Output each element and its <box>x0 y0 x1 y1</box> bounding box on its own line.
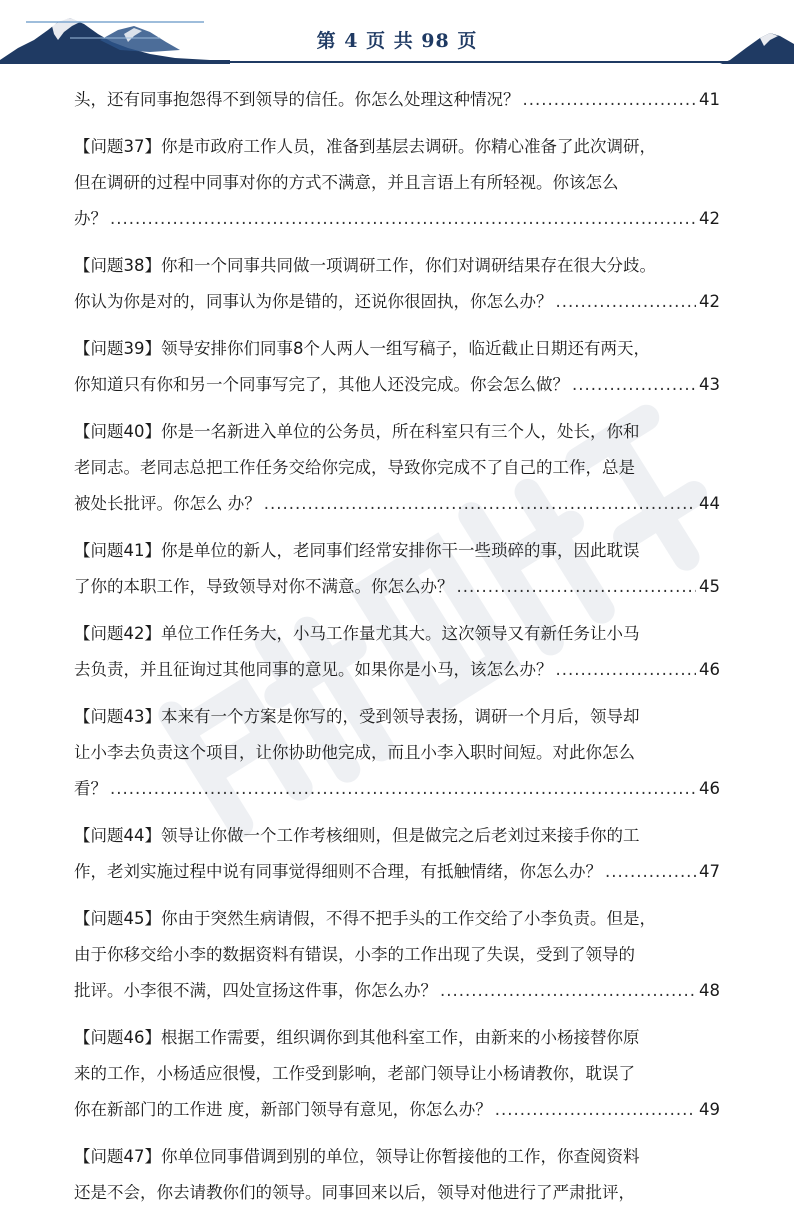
toc-entry-text: 你知道只有你和另一个同事写完了，其他人还没完成。你会怎么做？ <box>74 375 569 394</box>
toc-entry-text: 被处长批评。你怎么 办？ <box>74 494 261 513</box>
toc-page-number: 41 <box>699 90 720 109</box>
dot-leader <box>556 652 697 688</box>
toc-page-number: 49 <box>699 1100 720 1119</box>
dot-leader <box>440 973 696 1009</box>
toc-page-number: 44 <box>699 494 720 513</box>
toc-entry-text-line: 让小李去负责这个项目，让你协助他完成，而且小李入职时间短。对此你怎么 <box>74 743 635 762</box>
toc-entry[interactable] <box>74 129 720 237</box>
dot-leader <box>264 486 696 522</box>
toc-entry[interactable] <box>74 1139 720 1211</box>
toc-entry[interactable] <box>74 331 720 403</box>
toc-entry-last-line <box>74 569 720 605</box>
table-of-contents <box>74 82 720 1222</box>
toc-entry-text-line: 【问题39】领导安排你们同事8个人两人一组写稿子，临近截止日期还有两天， <box>74 339 650 358</box>
toc-entry-text-line: 【问题37】你是市政府工作人员，准备到基层去调研。你精心准备了此次调研， <box>74 137 656 156</box>
toc-entry-text-line: 【问题44】领导让你做一个工作考核细则，但是做完之后老刘过来接手你的工 <box>74 826 640 845</box>
dot-leader <box>605 854 696 890</box>
toc-entry[interactable] <box>74 699 720 807</box>
dot-leader <box>457 569 697 605</box>
toc-entry-last-line <box>74 854 720 890</box>
toc-entry-text: 你在新部门的工作进 度，新部门领导有意见，你怎么办？ <box>74 1100 492 1119</box>
toc-entry-text: 批评。小李很不满，四处宣扬这件事，你怎么办？ <box>74 981 437 1000</box>
toc-entry[interactable] <box>74 248 720 320</box>
toc-page-number: 42 <box>699 292 720 311</box>
toc-page-number: 42 <box>699 209 720 228</box>
dot-leader <box>556 284 697 320</box>
toc-entry-text: 办？ <box>74 209 107 228</box>
toc-entry-text-line: 【问题40】你是一名新进入单位的公务员，所在科室只有三个人，处长，你和 <box>74 422 640 441</box>
toc-entry-text-line: 【问题45】你由于突然生病请假，不得不把手头的工作交给了小李负责。但是， <box>74 909 656 928</box>
toc-page-number: 45 <box>699 577 720 596</box>
toc-entry-text-line: 由于你移交给小李的数据资料有错误，小李的工作出现了失误，受到了领导的 <box>74 945 635 964</box>
toc-entry[interactable] <box>74 818 720 890</box>
toc-entry-text-line: 【问题41】你是单位的新人，老同事们经常安排你干一些琐碎的事，因此耽误 <box>74 541 640 560</box>
toc-entry-text-line: 【问题42】单位工作任务大，小马工作量尤其大。这次领导又有新任务让小马 <box>74 624 640 643</box>
toc-entry-last-line <box>74 82 720 118</box>
toc-entry-last-line <box>74 1092 720 1128</box>
toc-entry[interactable] <box>74 901 720 1009</box>
dot-leader <box>110 201 696 237</box>
toc-entry[interactable] <box>74 533 720 605</box>
toc-entry-last-line <box>74 201 720 237</box>
dot-leader <box>523 82 697 118</box>
toc-entry-text: 了你的本职工作，导致领导对你不满意。你怎么办？ <box>74 577 454 596</box>
toc-entry-text: 你认为你是对的，同事认为你是错的，还说你很固执，你怎么办？ <box>74 292 553 311</box>
toc-entry-text-line: 【问题43】本来有一个方案是你写的，受到领导表扬，调研一个月后，领导却 <box>74 707 640 726</box>
dot-leader <box>495 1092 696 1128</box>
toc-entry-last-line <box>74 771 720 807</box>
dot-leader <box>572 367 696 403</box>
toc-entry-last-line <box>74 652 720 688</box>
toc-page-number: 47 <box>699 862 720 881</box>
dot-leader <box>110 771 696 807</box>
toc-page-number: 46 <box>699 779 720 798</box>
toc-entry[interactable] <box>74 414 720 522</box>
toc-entry-text-line: 还是不会，你去请教你们的领导。同事回来以后，领导对他进行了严肃批评， <box>74 1183 635 1202</box>
toc-page-number: 46 <box>699 660 720 679</box>
toc-entry-last-line <box>74 284 720 320</box>
toc-entry[interactable] <box>74 82 720 118</box>
toc-page-number: 48 <box>699 981 720 1000</box>
page-header <box>0 0 794 70</box>
toc-entry-text-line: 【问题38】你和一个同事共同做一项调研工作，你们对调研结果存在很大分歧。 <box>74 256 656 275</box>
toc-entry-text-line: 【问题46】根据工作需要，组织调你到其他科室工作，由新来的小杨接替你原 <box>74 1028 640 1047</box>
toc-entry-text: 头，还有同事抱怨得不到领导的信任。你怎么处理这种情况？ <box>74 90 520 109</box>
toc-page-number: 43 <box>699 375 720 394</box>
toc-entry-text: 作，老刘实施过程中说有同事觉得细则不合理，有抵触情绪，你怎么办？ <box>74 862 602 881</box>
toc-entry-text: 去负责，并且征询过其他同事的意见。如果你是小马，该怎么办？ <box>74 660 553 679</box>
toc-entry-text-line: 【问题47】你单位同事借调到别的单位，领导让你暂接他的工作，你查阅资料 <box>74 1147 640 1166</box>
toc-entry-last-line <box>74 486 720 522</box>
page-number-label: 第 4 页 共 98 页 <box>316 30 478 52</box>
toc-entry[interactable] <box>74 616 720 688</box>
toc-entry-text-line: 老同志。老同志总把工作任务交给你完成，导致你完成不了自己的工作，总是 <box>74 458 635 477</box>
toc-entry-text-line: 来的工作，小杨适应很慢，工作受到影响，老部门领导让小杨请教你，耽误了 <box>74 1064 635 1083</box>
toc-entry-text-line: 但在调研的过程中同事对你的方式不满意，并且言语上有所轻视。你该怎么 <box>74 173 619 192</box>
toc-entry-last-line <box>74 973 720 1009</box>
toc-entry[interactable] <box>74 1020 720 1128</box>
toc-entry-last-line <box>74 367 720 403</box>
toc-entry-text: 看？ <box>74 779 107 798</box>
